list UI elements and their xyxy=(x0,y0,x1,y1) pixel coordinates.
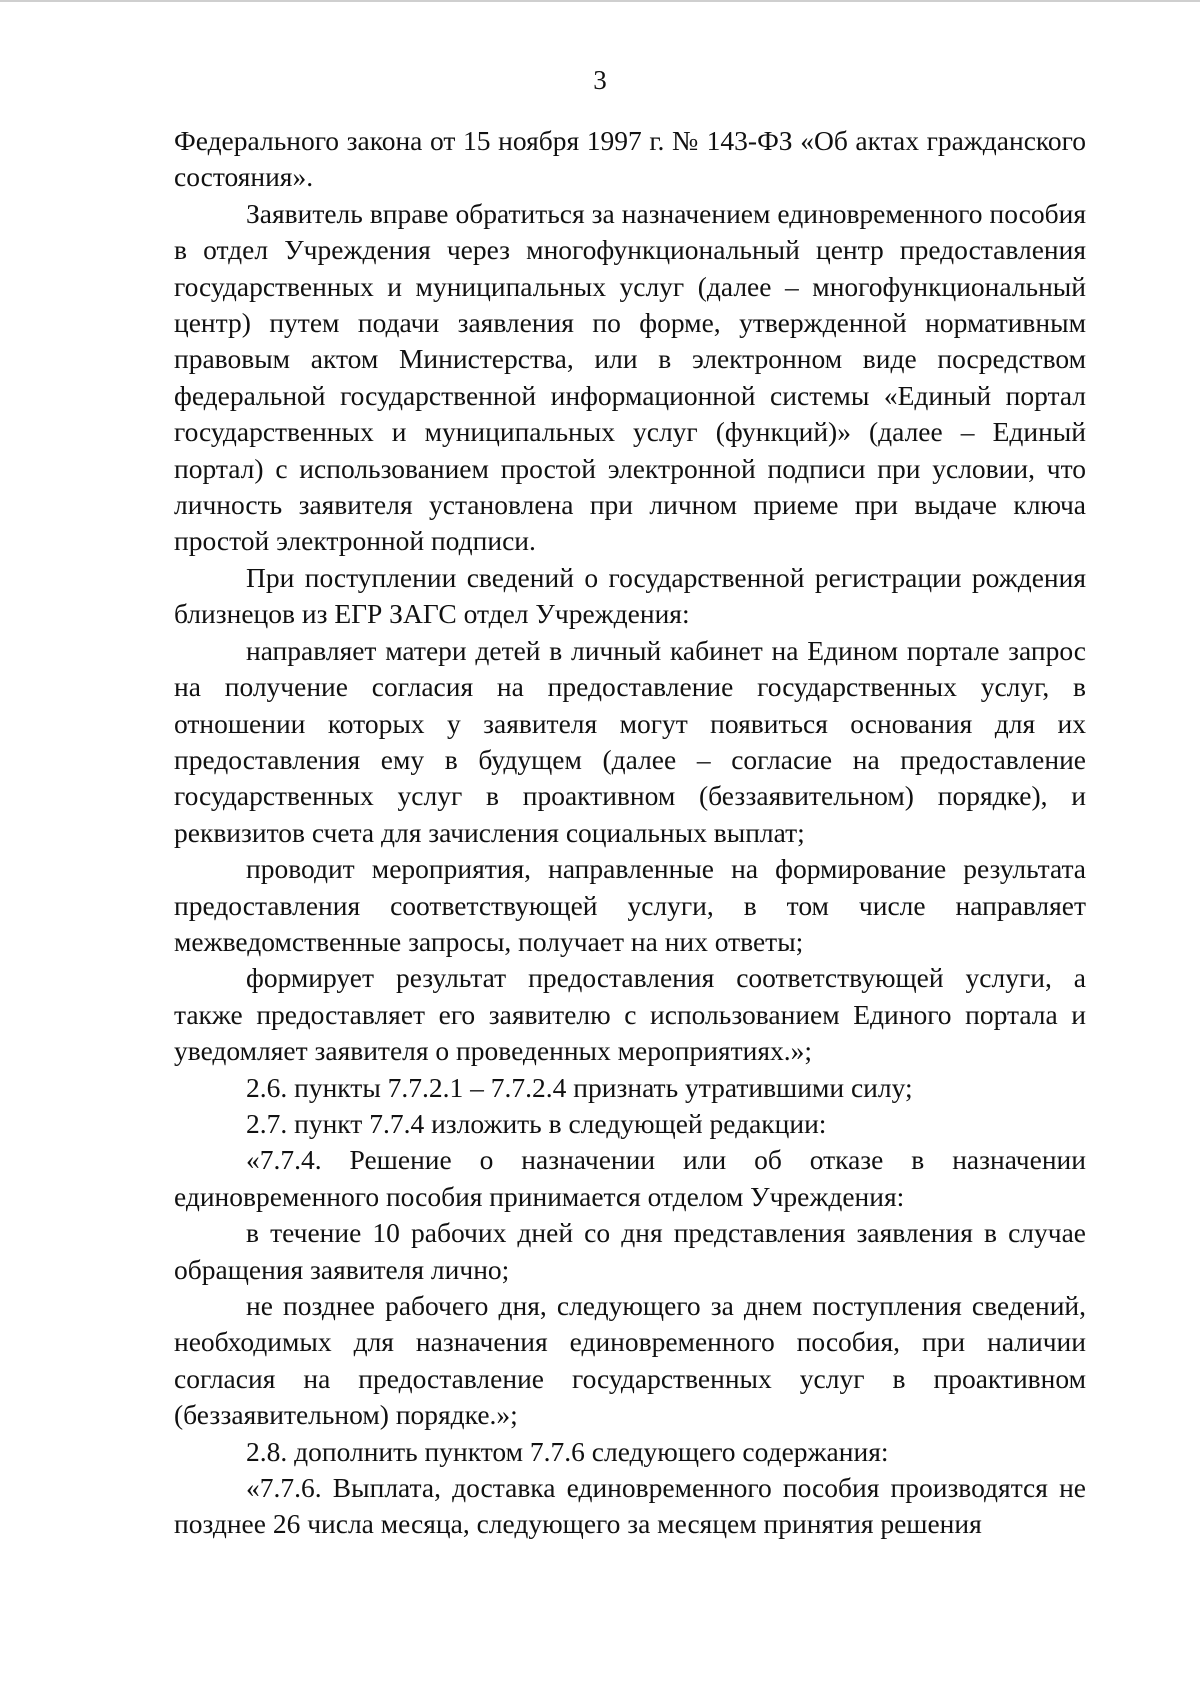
paragraph-item-2-7: 2.7. пункт 7.7.4 изложить в следующей редакции: xyxy=(246,1107,827,1139)
page-top-edge xyxy=(0,0,1200,2)
paragraph-not-later-workday: не позднее рабочего дня, следующего за днем поступления сведений, необходимых для назначения единовременного пособия, при наличии согласия на предоставление государственных услуг в проактивном (беззаявительном) порядке.»; xyxy=(174,1290,1086,1431)
paragraph-item-2-6: 2.6. пункты 7.7.2.1 – 7.7.2.4 признать утратившими силу; xyxy=(246,1071,913,1103)
paragraph-continuation: Федерального закона от 15 ноября 1997 г. № 143-ФЗ «Об актах гражданского состояния». xyxy=(174,125,1086,193)
document-body xyxy=(174,123,1086,1543)
paragraph-applicant-right: Заявитель вправе обратиться за назначением единовременного пособия в отдел Учреждения через многофункциональный центр предоставления государственных и муниципальных услуг (далее – многофункциональный центр) путем подачи заявления по форме, утвержденной нормативным правовым актом Министерства, или в электронном виде посредством федеральной государственной информационной системы «Единый портал государственных и муниципальных услуг (функций)» (далее – Единый портал) с использованием простой электронной подписи при условии, что личность заявителя установлена при личном приеме при выдаче ключа простой электронной подписи. xyxy=(174,197,1086,557)
paragraph-within-10-days: в течение 10 рабочих дней со дня представления заявления в случае обращения заявителя лично; xyxy=(174,1217,1086,1285)
paragraph-conducts-measures: проводит мероприятия, направленные на формирование результата предоставления соответствующей услуги, в том числе направляет межведомственные запросы, получает на них ответы; xyxy=(174,853,1086,957)
paragraph-item-2-8: 2.8. дополнить пунктом 7.7.6 следующего содержания: xyxy=(246,1435,889,1467)
paragraph-7-7-4-decision: «7.7.4. Решение о назначении или об отказе в назначении единовременного пособия принимается отделом Учреждения: xyxy=(174,1144,1086,1212)
paragraph-twins-registration: При поступлении сведений о государственной регистрации рождения близнецов из ЕГР ЗАГС отдел Учреждения: xyxy=(174,561,1086,630)
page-number: 3 xyxy=(593,65,607,95)
paragraph-sends-request: направляет матери детей в личный кабинет на Едином портале запрос на получение согласия на предоставление государственных услуг, в отношении которых у заявителя могут появиться основания для их предоставления ему в будущем (далее – согласие на предоставление государственных услуг в проактивном (беззаявительном) порядке), и реквизитов счета для зачисления социальных выплат; xyxy=(174,634,1086,848)
paragraph-7-7-6-payment: «7.7.6. Выплата, доставка единовременного пособия производятся не позднее 26 числа месяца, следующего за месяцем принятия решения xyxy=(174,1472,1086,1540)
paragraph-forms-result: формирует результат предоставления соответствующей услуги, а также предоставляет его заявителю с использованием Единого портала и уведомляет заявителя о проведенных мероприятиях.»; xyxy=(174,962,1086,1067)
